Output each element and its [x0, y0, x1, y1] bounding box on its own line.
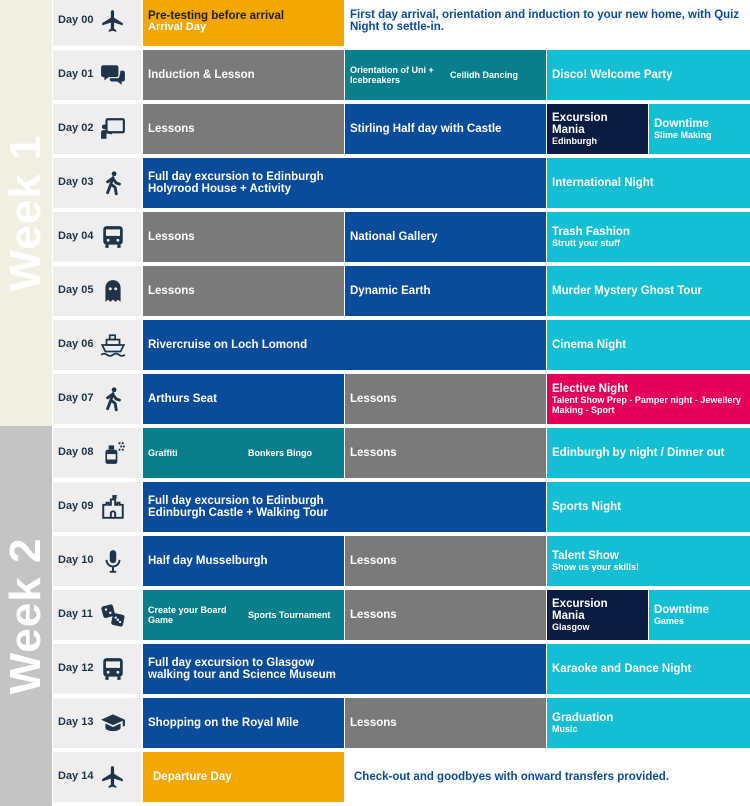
cell-title: Sports Night — [552, 501, 621, 513]
walking-person-icon — [100, 386, 126, 412]
cell-title: Full day excursion to Edinburgh Edinburgh Castle + Walking Tour — [148, 495, 328, 519]
bus-icon — [100, 656, 126, 682]
schedule-cell — [345, 752, 750, 802]
schedule-cell — [143, 212, 344, 262]
cell-title: Murder Mystery Ghost Tour — [552, 285, 702, 297]
cell-title: Lessons — [148, 285, 195, 297]
week-1-label: Week 1 — [1, 134, 50, 292]
schedule-cell — [547, 644, 750, 694]
cell-title: Lessons — [350, 609, 397, 621]
cell-title: Lessons — [148, 231, 195, 243]
cell-subtitle: Orientation of Uni + Icebreakers — [350, 65, 434, 85]
day-label: Day 01 — [58, 68, 94, 80]
cell-title: Dynamic Earth — [350, 285, 431, 297]
spray-can-icon — [100, 440, 126, 466]
day-label: Day 06 — [58, 338, 94, 350]
cell-title: Rivercruise on Loch Lomond — [148, 339, 308, 351]
day-row-12 — [53, 644, 750, 694]
cell-title: Talent Show — [552, 550, 619, 562]
cell-title: Half day Musselburgh — [148, 555, 268, 567]
day-row-08 — [53, 428, 750, 478]
day-cell — [53, 536, 141, 586]
day-cell — [53, 590, 141, 640]
cell-title: Downtime — [654, 604, 709, 616]
cell-title: Lessons — [148, 123, 195, 135]
day-row-07 — [53, 374, 750, 424]
cell-title: Departure Day — [153, 771, 232, 783]
cell-subtitle: Sports Tournament — [248, 610, 331, 620]
cell-title: International Night — [552, 177, 654, 189]
schedule-cell — [143, 644, 546, 694]
schedule-cell — [547, 482, 750, 532]
schedule-cell — [345, 212, 546, 262]
cell-title: Pre-testing before arrival — [148, 10, 285, 22]
schedule-cell — [547, 698, 750, 748]
cell-title: Check-out and goodbyes with onward transfers provided. — [354, 771, 670, 783]
schedule-cell — [143, 536, 344, 586]
schedule-cell — [345, 374, 546, 424]
boat-icon — [100, 332, 126, 358]
schedule-cell — [143, 590, 243, 640]
schedule-cell — [143, 104, 344, 154]
day-cell — [53, 482, 141, 532]
cell-title: Trash Fashion — [552, 226, 630, 238]
cell-subtitle: Games — [654, 616, 685, 626]
schedule-cell — [547, 212, 750, 262]
schedule-cell — [345, 428, 546, 478]
schedule-cell — [547, 320, 750, 370]
day-cell — [53, 50, 141, 100]
schedule-cell — [143, 374, 344, 424]
cell-subtitle: Arrival Day — [148, 21, 207, 33]
airplane-icon — [100, 764, 126, 790]
cell-title: Downtime — [654, 118, 709, 130]
day-label: Day 13 — [58, 716, 94, 728]
dice-icon — [100, 602, 126, 628]
day-row-06 — [53, 320, 750, 370]
walking-person-icon — [100, 170, 126, 196]
day-row-02 — [53, 104, 750, 154]
cell-title: Edinburgh by night / Dinner out — [552, 447, 725, 459]
cell-title: Induction & Lesson — [148, 69, 255, 81]
week-1-band — [0, 0, 52, 426]
day-label: Day 07 — [58, 392, 94, 404]
day-cell — [53, 320, 141, 370]
bus-icon — [100, 224, 126, 250]
day-row-10 — [53, 536, 750, 586]
cell-title: Excursion Mania — [552, 598, 608, 622]
cell-title: Elective Night — [552, 383, 629, 395]
cell-title: Lessons — [350, 717, 397, 729]
cell-title: Lessons — [350, 393, 397, 405]
cell-subtitle: Strutt your stuff — [552, 238, 620, 248]
schedule-cell — [649, 104, 750, 154]
chat-bubbles-icon — [100, 62, 126, 88]
schedule-cell — [143, 50, 344, 100]
day-cell — [53, 644, 141, 694]
schedule-cell — [345, 266, 546, 316]
schedule-cell — [243, 428, 344, 478]
day-row-14 — [53, 752, 750, 802]
cell-title: National Gallery — [350, 231, 438, 243]
presentation-board-icon — [100, 116, 126, 142]
day-row-04 — [53, 212, 750, 262]
schedule-cell — [345, 50, 445, 100]
schedule-cell — [143, 698, 344, 748]
day-row-13 — [53, 698, 750, 748]
schedule-cell — [345, 536, 546, 586]
schedule-cell — [143, 158, 546, 208]
schedule-cell — [143, 266, 344, 316]
cell-subtitle: Ceilidh Dancing — [450, 70, 519, 80]
day-label: Day 04 — [58, 230, 94, 242]
schedule-cell — [345, 104, 546, 154]
cell-subtitle: Show us your skills! — [552, 562, 640, 572]
schedule-cell — [547, 428, 750, 478]
cell-title: Full day excursion to Glasgow walking tour and Science Museum — [148, 657, 336, 681]
day-row-11 — [53, 590, 750, 640]
day-label: Day 03 — [58, 176, 94, 188]
day-cell — [53, 104, 141, 154]
cell-title: Arthurs Seat — [148, 393, 218, 405]
cell-subtitle: Bonkers Bingo — [248, 448, 313, 458]
day-label: Day 09 — [58, 500, 94, 512]
day-row-01 — [53, 50, 750, 100]
day-label: Day 10 — [58, 554, 94, 566]
day-row-03 — [53, 158, 750, 208]
day-cell — [53, 212, 141, 262]
week-2-band — [0, 426, 52, 806]
schedule-cell — [143, 482, 546, 532]
day-cell — [53, 698, 141, 748]
schedule-cell — [547, 158, 750, 208]
schedule-cell — [547, 374, 750, 424]
schedule-cell — [345, 590, 546, 640]
cell-subtitle: Talent Show Prep - Pamper night - Jewellery Making - Sport — [552, 395, 741, 415]
day-row-00 — [53, 0, 750, 46]
day-cell — [53, 266, 141, 316]
schedule-cell — [445, 50, 546, 100]
schedule-cell — [143, 752, 344, 802]
schedule-cell — [143, 320, 546, 370]
airplane-icon — [100, 8, 126, 34]
cell-subtitle: Edinburgh — [552, 136, 597, 146]
schedule-cell — [547, 104, 648, 154]
ghost-icon — [100, 278, 126, 304]
schedule-cell — [345, 0, 750, 46]
cell-title: Graduation — [552, 712, 614, 724]
cell-title: Shopping on the Royal Mile — [148, 717, 299, 729]
cell-title: Disco! Welcome Party — [552, 69, 673, 81]
cell-subtitle: Glasgow — [552, 622, 590, 632]
day-label: Day 02 — [58, 122, 94, 134]
cell-subtitle: Music — [552, 724, 578, 734]
day-label: Day 08 — [58, 446, 94, 458]
cell-title: Stirling Half day with Castle — [350, 123, 502, 135]
day-label: Day 11 — [58, 608, 93, 620]
day-label: Day 14 — [58, 770, 94, 782]
day-cell — [53, 158, 141, 208]
schedule-cell — [547, 536, 750, 586]
schedule-cell — [143, 428, 243, 478]
schedule-cell — [547, 266, 750, 316]
day-label: Day 12 — [58, 662, 94, 674]
cell-subtitle: Graffiti — [148, 448, 178, 458]
cell-title: Lessons — [350, 447, 397, 459]
schedule-cell — [243, 590, 344, 640]
day-label: Day 05 — [58, 284, 94, 296]
castle-icon — [100, 494, 126, 520]
cell-title: First day arrival, orientation and induction to your new home, with Quiz Night to settle-in. — [350, 9, 740, 33]
cell-subtitle: Slime Making — [654, 130, 712, 140]
cell-title: Excursion Mania — [552, 112, 608, 136]
cell-title: Full day excursion to Edinburgh Holyrood House + Activity — [148, 171, 324, 195]
schedule-cell — [649, 590, 750, 640]
cell-title: Karaoke and Dance Night — [552, 663, 692, 675]
day-row-09 — [53, 482, 750, 532]
week-2-label: Week 2 — [1, 537, 50, 695]
day-label: Day 00 — [58, 14, 94, 26]
schedule-cell — [547, 590, 648, 640]
cell-title: Lessons — [350, 555, 397, 567]
graduation-cap-icon — [100, 710, 126, 736]
day-row-05 — [53, 266, 750, 316]
day-cell — [53, 752, 141, 802]
cell-title: Cinema Night — [552, 339, 627, 351]
cell-subtitle: Create your Board Game — [148, 605, 227, 625]
schedule-cell — [143, 0, 344, 46]
microphone-icon — [100, 548, 126, 574]
day-cell — [53, 374, 141, 424]
schedule-cell — [547, 50, 750, 100]
day-cell — [53, 0, 141, 46]
schedule-cell — [345, 698, 546, 748]
day-cell — [53, 428, 141, 478]
